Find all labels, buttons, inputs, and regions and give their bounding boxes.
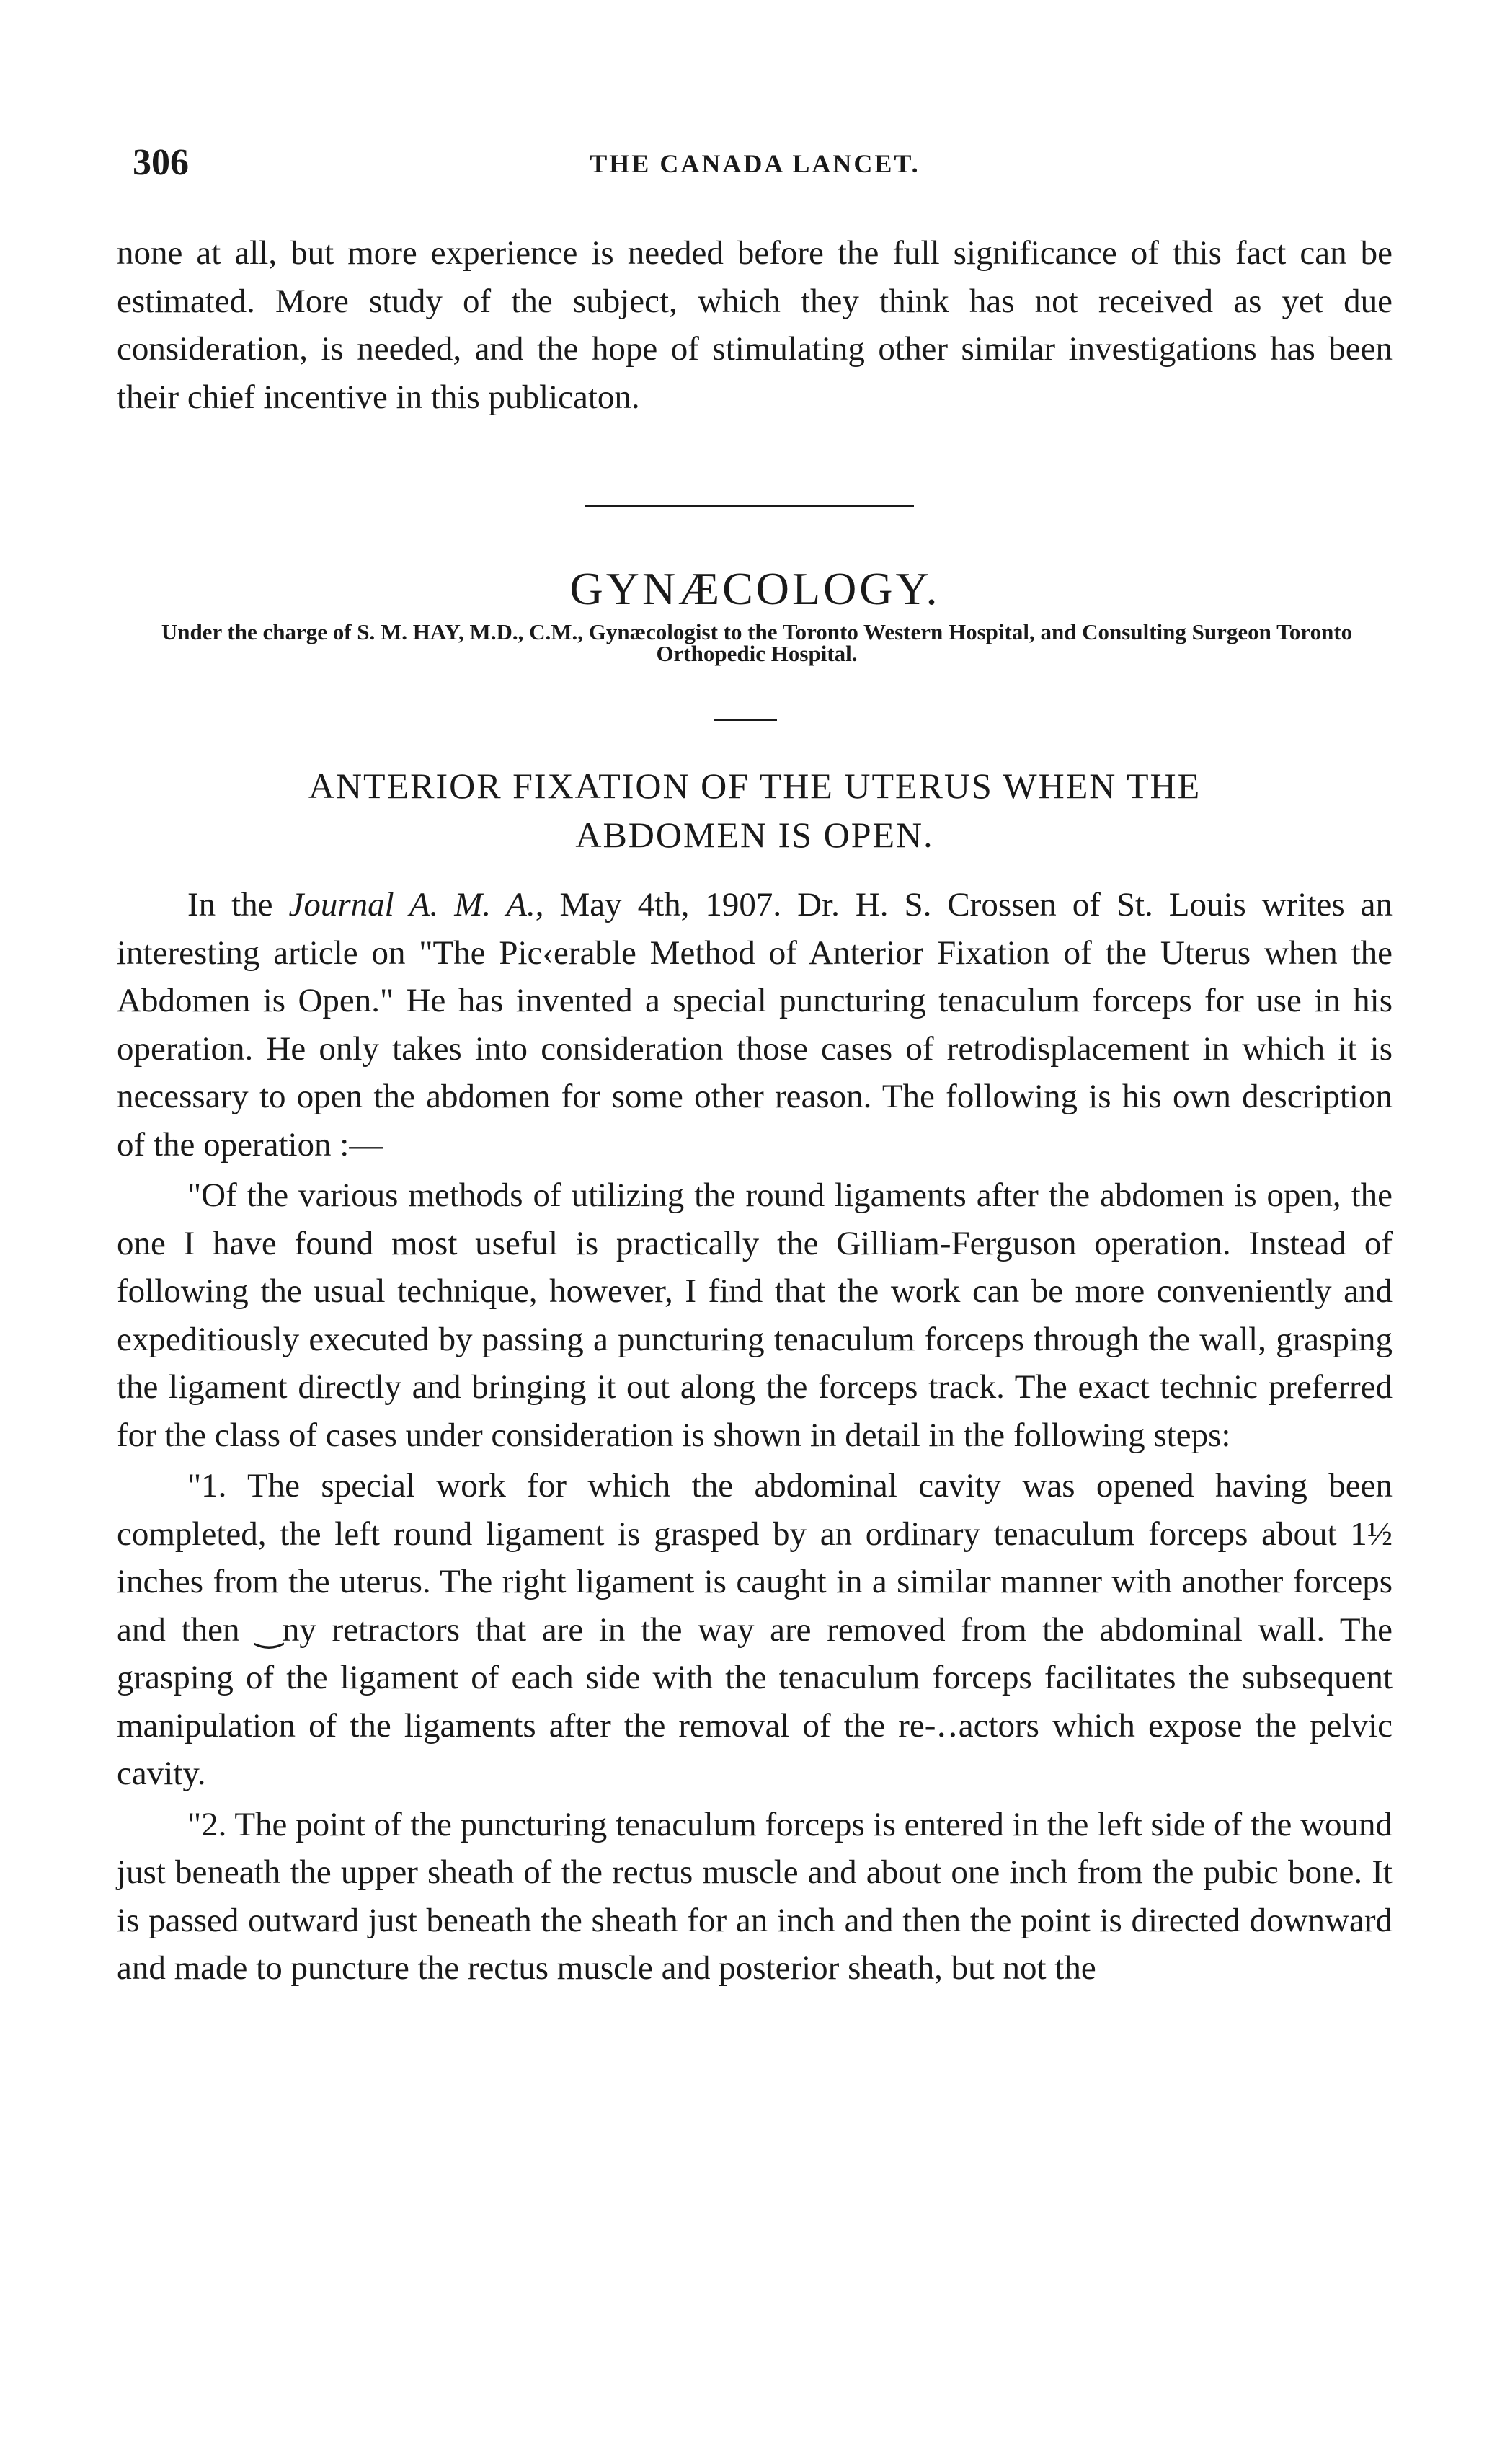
intro-paragraph: none at all, but more experience is needed before the full significance of this fact can be estimated. More study of the subject, which they think has not received as yet due consideration, is needed, and the hope of stimulating other similar investigations has been their chief incentive in this publicaton.: [117, 234, 1393, 416]
article-divider-rule: [714, 719, 777, 721]
journal-title: THE CANADA LANCET.: [590, 149, 920, 178]
paragraph-1-text: , May 4th, 1907. Dr. H. S. Crossen of St. Louis writes an interesting article on "The Pic‹erable Method of Anterior Fixation of the Uterus when the Abdomen is Open." He has invented a special puncturing tenaculum forceps for use in his operation. He only takes into consideration those cases of retrodisplacement in which it is necessary to open the abdomen for some other reason. The following is his own description of the operation :—: [117, 886, 1393, 1164]
page-number: 306: [133, 142, 189, 183]
article-paragraph-2: "Of the various methods of utilizing the round ligaments after the abdomen is open, the one I have found most useful is practically the Gilliam-Ferguson operation. Instead of following the usual technique, however, I find that the work can be more conveniently and expeditiously executed by passing a puncturing tenaculum forceps through the wall, grasping the ligament directly and bringing it out along the forceps track. The exact technic preferred for the class of cases under consideration is shown in detail in the following steps:: [117, 1176, 1393, 1454]
section-editor-note: Under the charge of S. M. HAY, M.D., C.M., Gynæcologist to the Toronto Western Hospital, and Consulting Surgeon Toronto Orthopedic Hospital.: [161, 619, 1353, 666]
running-head: [0, 141, 1510, 192]
section-divider-rule: [585, 505, 914, 507]
section-title: GYNÆCOLOGY.: [569, 563, 941, 614]
article-paragraph-1: [117, 881, 1393, 1169]
article-paragraph-4: "2. The point of the puncturing tenaculum forceps is entered in the left side of the wound just beneath the upper sheath of the rectus muscle and about one inch from the pubic bone. It is passed outward just beneath the sheath for an inch and then the point is directed downward and made to puncture the rectus muscle and posterior sheath, but not the: [117, 1805, 1393, 1987]
article-title-line-1: ANTERIOR FIXATION OF THE UTERUS WHEN THE: [308, 766, 1202, 806]
article-paragraph-3: "1. The special work for which the abdominal cavity was opened having been completed, the left round ligament is grasped by an ordinary tenaculum forceps about 1½ inches from the uterus. The right ligament is caught in a similar manner with another forceps and then ‿ny retractors that are in the way are removed from the abdominal wall. The grasping of the ligament of each side with the tenaculum forceps facilitates the subsequent manipulation of the ligaments after the removal of the re-‥actors which expose the pelvic cavity.: [117, 1467, 1393, 1792]
article-body: [117, 881, 1393, 1993]
article-title-line-2: ABDOMEN IS OPEN.: [575, 815, 934, 855]
paragraph-1-prefix: In the: [187, 886, 289, 923]
article-title: [117, 761, 1393, 859]
journal-reference: Journal A. M. A.: [288, 886, 536, 923]
intro-block: [117, 229, 1393, 421]
